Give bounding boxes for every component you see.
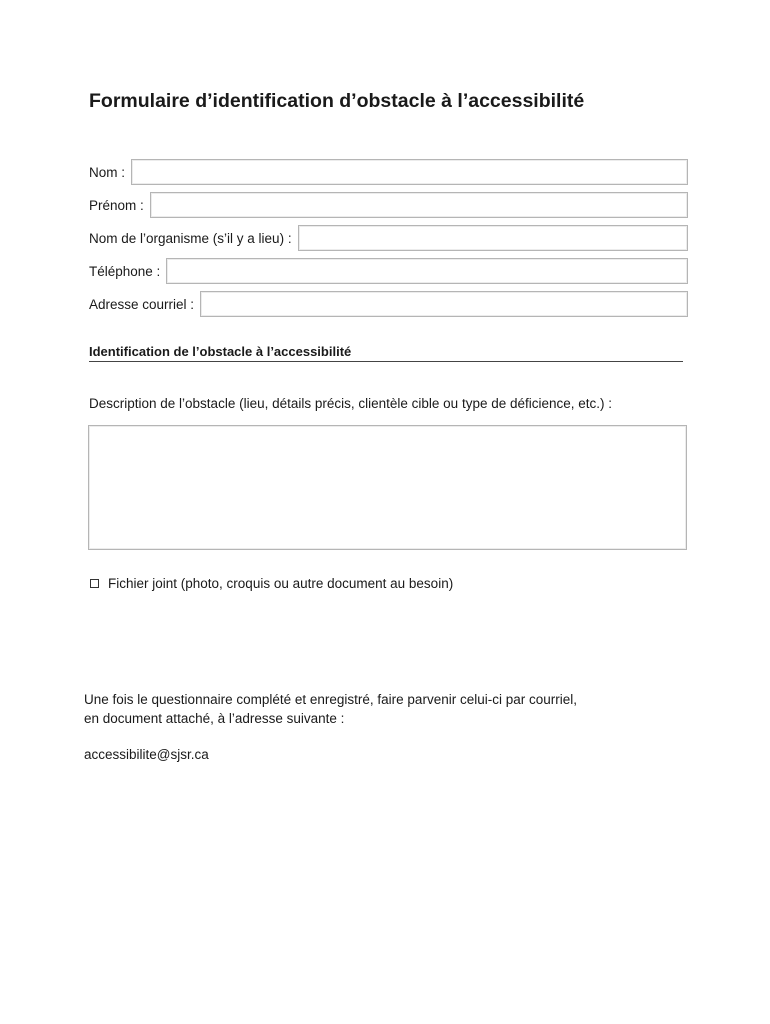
field-row-prenom: [89, 191, 688, 219]
attachment-row[interactable]: [90, 576, 453, 591]
contact-email: accessibilite@sjsr.ca: [84, 747, 209, 762]
form-title: Formulaire d’identification d’obstacle à l’accessibilité: [89, 90, 585, 112]
attachment-label: Fichier joint (photo, croquis ou autre document au besoin): [108, 576, 454, 591]
prenom-label: Prénom :: [89, 197, 144, 213]
instructions-line-2: en document attaché, à l’adresse suivante :: [84, 711, 345, 726]
instructions: [84, 690, 577, 728]
prenom-input[interactable]: [150, 192, 688, 218]
field-row-courriel: [89, 290, 688, 318]
instructions-line-1: Une fois le questionnaire complété et enregistré, faire parvenir celui-ci par courriel,: [84, 692, 577, 707]
telephone-label: Téléphone :: [89, 263, 161, 279]
nom-input[interactable]: [131, 159, 688, 185]
organisme-input[interactable]: [298, 225, 688, 251]
courriel-input[interactable]: [200, 291, 688, 317]
checkbox-icon[interactable]: [90, 579, 99, 588]
description-label: Description de l’obstacle (lieu, détails précis, clientèle cible ou type de déficience, etc.) :: [89, 396, 613, 411]
field-row-organisme: [89, 224, 688, 252]
nom-label: Nom :: [89, 164, 126, 180]
field-row-nom: [89, 158, 688, 186]
courriel-label: Adresse courriel :: [89, 296, 195, 312]
description-textarea[interactable]: [88, 425, 687, 550]
section-heading: Identification de l’obstacle à l’accessibilité: [89, 344, 683, 362]
organisme-label: Nom de l’organisme (s’il y a lieu) :: [89, 230, 292, 246]
telephone-input[interactable]: [166, 258, 688, 284]
field-row-telephone: [89, 257, 688, 285]
